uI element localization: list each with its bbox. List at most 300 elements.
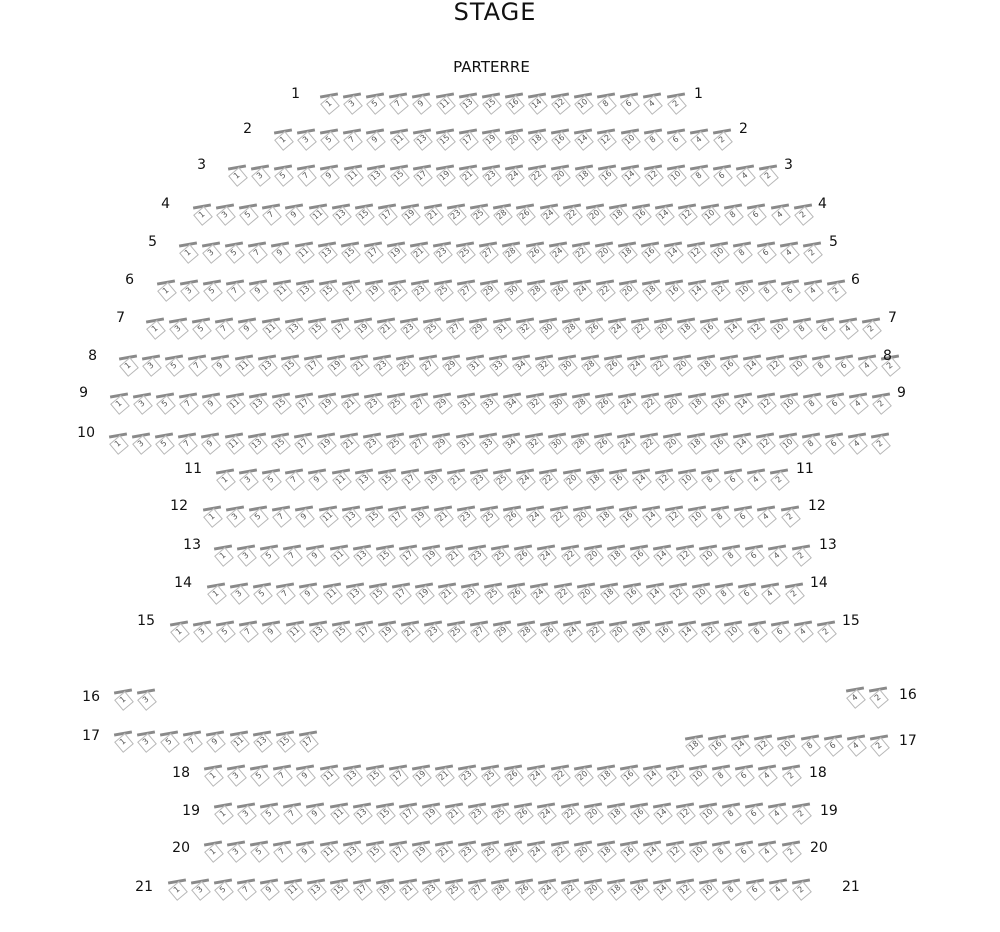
seat[interactable]: [438, 166, 452, 184]
seat[interactable]: [783, 507, 797, 525]
seat[interactable]: [111, 434, 125, 452]
seat[interactable]: [493, 880, 507, 898]
seat[interactable]: [460, 766, 474, 784]
seat[interactable]: [355, 880, 369, 898]
seat[interactable]: [781, 434, 795, 452]
seat[interactable]: [203, 434, 217, 452]
seat[interactable]: [144, 356, 158, 374]
seat[interactable]: [414, 94, 428, 112]
seat[interactable]: [435, 394, 449, 412]
seat[interactable]: [772, 319, 786, 337]
seat[interactable]: [355, 546, 369, 564]
seat[interactable]: [645, 842, 659, 860]
seat[interactable]: [749, 205, 763, 223]
seat[interactable]: [298, 842, 312, 860]
seat[interactable]: [735, 434, 749, 452]
seat[interactable]: [321, 507, 335, 525]
seat[interactable]: [530, 130, 544, 148]
seat[interactable]: [564, 319, 578, 337]
seat[interactable]: [655, 546, 669, 564]
seat[interactable]: [424, 880, 438, 898]
seat[interactable]: [756, 736, 770, 754]
seat[interactable]: [579, 584, 593, 602]
seat[interactable]: [241, 470, 255, 488]
seat[interactable]: [701, 880, 715, 898]
seat[interactable]: [437, 766, 451, 784]
seat[interactable]: [401, 804, 415, 822]
seat[interactable]: [301, 584, 315, 602]
seat[interactable]: [784, 842, 798, 860]
seat[interactable]: [519, 622, 533, 640]
seat[interactable]: [623, 130, 637, 148]
seat[interactable]: [733, 736, 747, 754]
seat[interactable]: [206, 766, 220, 784]
seat[interactable]: [262, 880, 276, 898]
seat[interactable]: [239, 546, 253, 564]
seat[interactable]: [483, 766, 497, 784]
seat[interactable]: [162, 732, 176, 750]
seat[interactable]: [620, 394, 634, 412]
seat[interactable]: [712, 434, 726, 452]
seat[interactable]: [750, 622, 764, 640]
seat[interactable]: [795, 319, 809, 337]
seat[interactable]: [486, 584, 500, 602]
seat[interactable]: [134, 434, 148, 452]
seat[interactable]: [436, 281, 450, 299]
seat[interactable]: [252, 766, 266, 784]
seat[interactable]: [241, 622, 255, 640]
seat[interactable]: [773, 622, 787, 640]
seat[interactable]: [264, 319, 278, 337]
seat[interactable]: [679, 319, 693, 337]
seat[interactable]: [642, 434, 656, 452]
seat[interactable]: [814, 356, 828, 374]
seat[interactable]: [794, 546, 808, 564]
seat[interactable]: [322, 130, 336, 148]
seat[interactable]: [760, 766, 774, 784]
seat[interactable]: [368, 842, 382, 860]
seat[interactable]: [760, 281, 774, 299]
seat[interactable]: [218, 622, 232, 640]
seat[interactable]: [690, 507, 704, 525]
seat[interactable]: [611, 622, 625, 640]
seat[interactable]: [602, 584, 616, 602]
seat[interactable]: [135, 394, 149, 412]
seat[interactable]: [170, 880, 184, 898]
seat[interactable]: [495, 205, 509, 223]
seat[interactable]: [529, 766, 543, 784]
seat[interactable]: [622, 766, 636, 784]
seat[interactable]: [760, 842, 774, 860]
seat[interactable]: [710, 736, 724, 754]
seat[interactable]: [472, 470, 486, 488]
seat[interactable]: [553, 94, 567, 112]
seat[interactable]: [322, 166, 336, 184]
seat[interactable]: [736, 394, 750, 412]
seat[interactable]: [691, 766, 705, 784]
seat[interactable]: [872, 736, 886, 754]
seat[interactable]: [737, 281, 751, 299]
seat[interactable]: [458, 243, 472, 261]
seat[interactable]: [644, 507, 658, 525]
seat[interactable]: [749, 470, 763, 488]
seat[interactable]: [542, 622, 556, 640]
seat[interactable]: [577, 166, 591, 184]
seat[interactable]: [675, 356, 689, 374]
seat[interactable]: [463, 584, 477, 602]
seat[interactable]: [803, 736, 817, 754]
seat[interactable]: [320, 243, 334, 261]
seat[interactable]: [332, 880, 346, 898]
seat[interactable]: [805, 394, 819, 412]
seat[interactable]: [368, 130, 382, 148]
seat[interactable]: [251, 507, 265, 525]
seat[interactable]: [378, 880, 392, 898]
seat[interactable]: [216, 546, 230, 564]
seat[interactable]: [726, 622, 740, 640]
seat[interactable]: [669, 130, 683, 148]
seat[interactable]: [461, 130, 475, 148]
seat[interactable]: [227, 243, 241, 261]
seat[interactable]: [759, 394, 773, 412]
seat[interactable]: [530, 94, 544, 112]
seat[interactable]: [632, 880, 646, 898]
seat[interactable]: [298, 281, 312, 299]
seat[interactable]: [528, 507, 542, 525]
seat[interactable]: [694, 584, 708, 602]
seat[interactable]: [644, 281, 658, 299]
seat[interactable]: [389, 243, 403, 261]
seat[interactable]: [333, 319, 347, 337]
seat[interactable]: [747, 804, 761, 822]
seat[interactable]: [597, 243, 611, 261]
seat[interactable]: [470, 804, 484, 822]
seat[interactable]: [724, 880, 738, 898]
seat[interactable]: [403, 205, 417, 223]
seat[interactable]: [435, 243, 449, 261]
seat[interactable]: [588, 622, 602, 640]
seat[interactable]: [369, 166, 383, 184]
seat[interactable]: [509, 584, 523, 602]
seat[interactable]: [275, 281, 289, 299]
seat[interactable]: [643, 394, 657, 412]
seat[interactable]: [597, 394, 611, 412]
seat[interactable]: [609, 804, 623, 822]
seat[interactable]: [646, 130, 660, 148]
seat[interactable]: [678, 880, 692, 898]
seat[interactable]: [310, 470, 324, 488]
seat[interactable]: [726, 319, 740, 337]
seat[interactable]: [321, 281, 335, 299]
seat[interactable]: [849, 736, 863, 754]
seat[interactable]: [715, 166, 729, 184]
seat[interactable]: [250, 243, 264, 261]
seat[interactable]: [471, 319, 485, 337]
seat[interactable]: [745, 356, 759, 374]
seat[interactable]: [537, 356, 551, 374]
seat[interactable]: [714, 842, 728, 860]
seat[interactable]: [482, 394, 496, 412]
seat[interactable]: [264, 470, 278, 488]
seat[interactable]: [726, 205, 740, 223]
seat[interactable]: [827, 434, 841, 452]
seat[interactable]: [737, 842, 751, 860]
seat[interactable]: [796, 205, 810, 223]
seat[interactable]: [690, 394, 704, 412]
seat[interactable]: [229, 842, 243, 860]
seat[interactable]: [763, 584, 777, 602]
seat[interactable]: [297, 394, 311, 412]
seat[interactable]: [299, 130, 313, 148]
seat[interactable]: [643, 243, 657, 261]
seat[interactable]: [517, 880, 531, 898]
seat[interactable]: [623, 166, 637, 184]
seat[interactable]: [357, 622, 371, 640]
seat[interactable]: [713, 507, 727, 525]
seat[interactable]: [588, 470, 602, 488]
seat[interactable]: [287, 319, 301, 337]
seat[interactable]: [275, 766, 289, 784]
seat[interactable]: [655, 880, 669, 898]
seat[interactable]: [506, 281, 520, 299]
seat[interactable]: [701, 546, 715, 564]
seat[interactable]: [392, 166, 406, 184]
seat[interactable]: [216, 880, 230, 898]
seat[interactable]: [495, 319, 509, 337]
seat[interactable]: [459, 394, 473, 412]
seat[interactable]: [299, 166, 313, 184]
seat[interactable]: [403, 622, 417, 640]
seat[interactable]: [470, 880, 484, 898]
seat[interactable]: [301, 732, 315, 750]
seat[interactable]: [575, 507, 589, 525]
seat[interactable]: [692, 166, 706, 184]
seat[interactable]: [206, 842, 220, 860]
seat[interactable]: [205, 281, 219, 299]
seat[interactable]: [239, 880, 253, 898]
seat[interactable]: [699, 356, 713, 374]
seat[interactable]: [527, 434, 541, 452]
seat[interactable]: [787, 584, 801, 602]
seat[interactable]: [747, 546, 761, 564]
seat[interactable]: [228, 394, 242, 412]
seat[interactable]: [848, 688, 862, 706]
seat[interactable]: [426, 205, 440, 223]
seat[interactable]: [334, 470, 348, 488]
seat[interactable]: [680, 622, 694, 640]
seat[interactable]: [278, 584, 292, 602]
seat[interactable]: [217, 319, 231, 337]
seat[interactable]: [851, 394, 865, 412]
seat[interactable]: [606, 356, 620, 374]
seat[interactable]: [516, 546, 530, 564]
seat[interactable]: [391, 766, 405, 784]
seat[interactable]: [671, 584, 685, 602]
seat[interactable]: [357, 470, 371, 488]
seat[interactable]: [665, 434, 679, 452]
seat[interactable]: [253, 166, 267, 184]
seat[interactable]: [563, 880, 577, 898]
seat[interactable]: [389, 394, 403, 412]
seat[interactable]: [273, 243, 287, 261]
seat[interactable]: [667, 281, 681, 299]
seat[interactable]: [413, 281, 427, 299]
seat[interactable]: [735, 243, 749, 261]
seat[interactable]: [493, 804, 507, 822]
seat[interactable]: [689, 434, 703, 452]
seat[interactable]: [285, 804, 299, 822]
seat[interactable]: [357, 205, 371, 223]
seat[interactable]: [232, 732, 246, 750]
seat[interactable]: [264, 622, 278, 640]
seat[interactable]: [657, 622, 671, 640]
seat[interactable]: [298, 766, 312, 784]
seat[interactable]: [796, 622, 810, 640]
seat[interactable]: [726, 470, 740, 488]
seat[interactable]: [356, 319, 370, 337]
seat[interactable]: [717, 584, 731, 602]
seat[interactable]: [850, 434, 864, 452]
seat[interactable]: [379, 319, 393, 337]
seat[interactable]: [599, 766, 613, 784]
seat[interactable]: [625, 584, 639, 602]
seat[interactable]: [621, 281, 635, 299]
seat[interactable]: [402, 319, 416, 337]
seat[interactable]: [472, 205, 486, 223]
seat[interactable]: [633, 319, 647, 337]
seat[interactable]: [691, 842, 705, 860]
seat[interactable]: [116, 690, 130, 708]
seat[interactable]: [495, 622, 509, 640]
seat[interactable]: [459, 281, 473, 299]
seat[interactable]: [346, 166, 360, 184]
seat[interactable]: [424, 804, 438, 822]
seat[interactable]: [632, 804, 646, 822]
seat[interactable]: [481, 243, 495, 261]
seat[interactable]: [598, 281, 612, 299]
seat[interactable]: [758, 434, 772, 452]
seat[interactable]: [352, 356, 366, 374]
seat[interactable]: [139, 732, 153, 750]
seat[interactable]: [860, 356, 874, 374]
seat[interactable]: [668, 842, 682, 860]
seat[interactable]: [530, 166, 544, 184]
seat[interactable]: [426, 622, 440, 640]
seat[interactable]: [216, 804, 230, 822]
seat[interactable]: [461, 166, 475, 184]
seat[interactable]: [167, 356, 181, 374]
seat[interactable]: [528, 394, 542, 412]
seat[interactable]: [805, 243, 819, 261]
seat[interactable]: [794, 880, 808, 898]
seat[interactable]: [401, 880, 415, 898]
seat[interactable]: [770, 546, 784, 564]
seat[interactable]: [447, 880, 461, 898]
seat[interactable]: [415, 130, 429, 148]
seat[interactable]: [276, 166, 290, 184]
seat[interactable]: [532, 584, 546, 602]
seat[interactable]: [322, 842, 336, 860]
seat[interactable]: [380, 622, 394, 640]
seat[interactable]: [414, 766, 428, 784]
seat[interactable]: [573, 434, 587, 452]
seat[interactable]: [182, 281, 196, 299]
seat[interactable]: [656, 319, 670, 337]
seat[interactable]: [355, 804, 369, 822]
seat[interactable]: [491, 356, 505, 374]
seat[interactable]: [794, 804, 808, 822]
seat[interactable]: [666, 394, 680, 412]
seat[interactable]: [874, 394, 888, 412]
seat[interactable]: [365, 434, 379, 452]
seat[interactable]: [322, 94, 336, 112]
seat[interactable]: [703, 470, 717, 488]
seat[interactable]: [506, 842, 520, 860]
seat[interactable]: [622, 94, 636, 112]
seat[interactable]: [622, 842, 636, 860]
seat[interactable]: [529, 281, 543, 299]
seat[interactable]: [344, 281, 358, 299]
seat[interactable]: [804, 434, 818, 452]
seat[interactable]: [229, 766, 243, 784]
seat[interactable]: [378, 546, 392, 564]
seat[interactable]: [371, 584, 385, 602]
seat[interactable]: [296, 434, 310, 452]
seat[interactable]: [320, 394, 334, 412]
seat[interactable]: [367, 507, 381, 525]
seat[interactable]: [599, 842, 613, 860]
seat[interactable]: [139, 690, 153, 708]
seat[interactable]: [553, 766, 567, 784]
seat[interactable]: [116, 732, 130, 750]
seat[interactable]: [449, 470, 463, 488]
seat[interactable]: [436, 507, 450, 525]
seat[interactable]: [550, 434, 564, 452]
seat[interactable]: [158, 394, 172, 412]
seat[interactable]: [666, 243, 680, 261]
seat[interactable]: [414, 842, 428, 860]
seat[interactable]: [378, 804, 392, 822]
seat[interactable]: [712, 243, 726, 261]
seat[interactable]: [629, 356, 643, 374]
seat[interactable]: [575, 281, 589, 299]
seat[interactable]: [332, 804, 346, 822]
seat[interactable]: [749, 319, 763, 337]
seat[interactable]: [297, 507, 311, 525]
seat[interactable]: [740, 584, 754, 602]
seat[interactable]: [345, 94, 359, 112]
seat[interactable]: [415, 166, 429, 184]
seat[interactable]: [574, 243, 588, 261]
seat[interactable]: [262, 804, 276, 822]
seat[interactable]: [586, 880, 600, 898]
seat[interactable]: [645, 94, 659, 112]
seat[interactable]: [278, 732, 292, 750]
seat[interactable]: [319, 434, 333, 452]
seat[interactable]: [504, 243, 518, 261]
seat[interactable]: [390, 507, 404, 525]
seat[interactable]: [701, 804, 715, 822]
seat[interactable]: [505, 507, 519, 525]
seat[interactable]: [772, 470, 786, 488]
seat[interactable]: [391, 842, 405, 860]
seat[interactable]: [516, 804, 530, 822]
seat[interactable]: [208, 732, 222, 750]
seat[interactable]: [576, 130, 590, 148]
seat[interactable]: [252, 842, 266, 860]
seat[interactable]: [576, 842, 590, 860]
seat[interactable]: [518, 205, 532, 223]
